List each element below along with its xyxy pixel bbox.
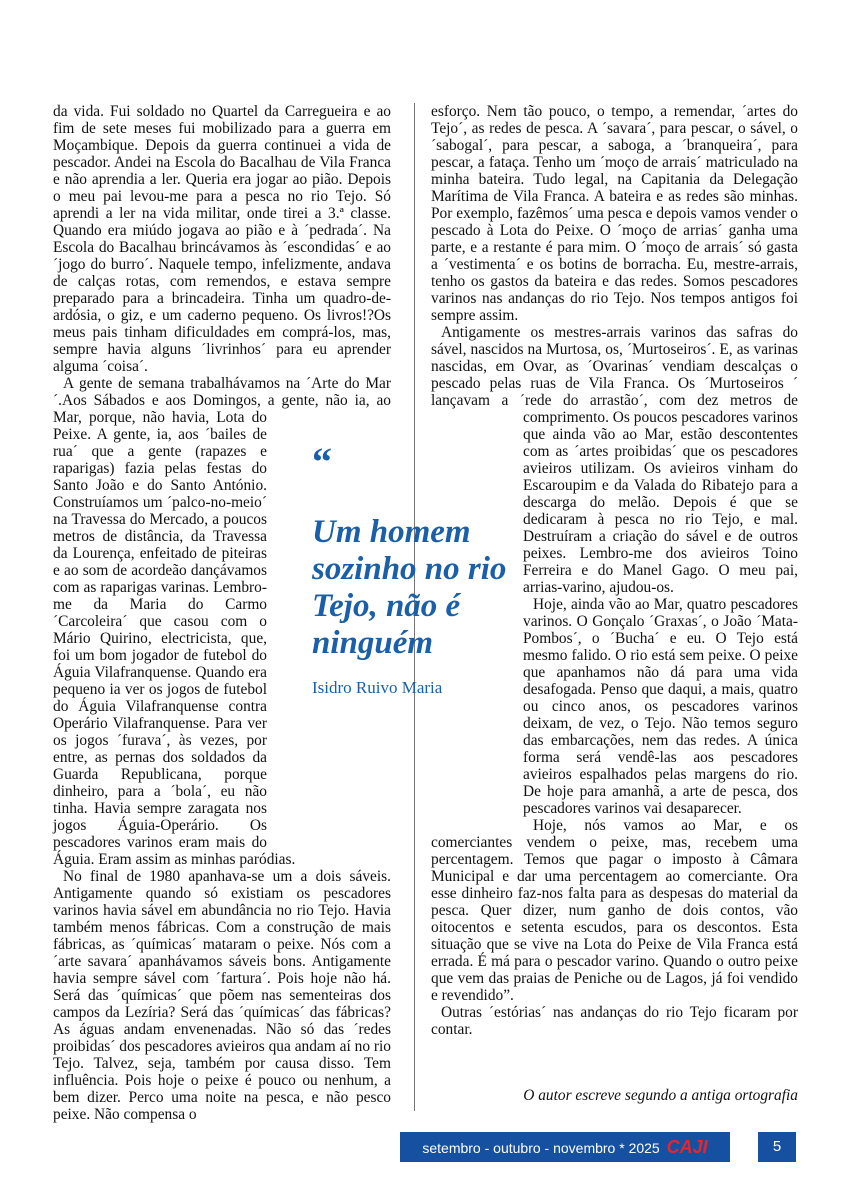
pull-quote — [312, 439, 512, 698]
paragraph: Hoje, nós vamos ao Mar, e os comerciantes vendem o peixe, mas, recebem uma percentagem. Temos que pagar o imposto à Câmara Municipal e dar uma percentagem ao comerciante. Ora esse dinheiro faz-nos falta para as despesas do material da pesca. Quer dizer, num ganho de dois contos, vão oitocentos e setenta escudos, para os descontos. Esta situação que se vive na Lota do Peixe de Vila Franca está errada. É má para o pescador varino. Quando o outro peixe que vem das praias de Peniche ou de Lagos, já foi vendido e revendido”. — [431, 817, 798, 1004]
brand-logo: CAJI — [666, 1137, 708, 1157]
paragraph: esforço. Nem tão pouco, o tempo, a remendar, ´artes do Tejo´, as redes de pesca. A ´savara´, para pescar, o sável, o ´sabogal´, para pescar, a saboga, a ´branqueira´, para pescar, a fataça. Tenho um ´moço de arrais´ matriculado na minha bateira. Tudo legal, na Capitania da Delegação Marítima de Vila Franca. A bateira e as redes são minhas. Por exemplo, fazêmos´ uma pesca e depois vamos vender o pescado à Lota do Peixe. O ´moço de arrias´ ganha uma parte, e a restante é para mim. O ´moço de arrais´ só gasta a ´vestimenta´ e os botins de borracha. Eu, mestre-arrais, tenho os gastos da bateira e das redes. Somos pescadores varinos nas andanças do rio Tejo. Nos tempos antigos foi sempre assim. — [431, 103, 798, 324]
paragraph: A gente de semana trabalhávamos na ´Arte do Mar´.Aos Sábados e aos Domingos, a gente, não ia, ao Mar, porque, não havia, Lota do Peixe. A gente, ia, aos ´bailes de rua´ que a gente (rapazes e raparigas) fazia pelas festas do Santo João e do Santo António. Construíamos um ´palco-no-meio´ na Travessa do Mercado, a poucos metros de distância, da Travessa da Lourença, enfeitado de piteiras e ao som de acordeão dançávamos com as raparigas varinas. Lembro-me da Maria do Carmo ´Carcoleira´ que casou com o Mário Quirino, electricista, que, foi um bom jogador de futebol do Águia Vilafranquense. Quando era pequeno ia ver os jogos de futebol do Águia Vilafranquense contra Operário Vilafranquense. Para ver os jogos ´furava´, às vezes, por entre, as pernas dos soldados da Guarda Republicana, porque dinheiro, para a ´bola´, eu não tinha. Havia sempre zaragata nos jogos Águia-Operário. Os pescadores varinos eram mais do Águia. Eram assim as minhas paródias. — [53, 375, 391, 868]
paragraph: Outras ´estórias´ nas andanças do rio Tejo ficaram por contar. — [431, 1004, 798, 1038]
page-number: 5 — [758, 1132, 796, 1162]
quote-mark-icon: “ — [312, 439, 332, 484]
pull-quote-author: Isidro Ruivo Maria — [312, 678, 443, 697]
paragraph: da vida. Fui soldado no Quartel da Carregueira e ao fim de sete meses fui mobilizado para a guerra em Moçambique. Depois da guerra continuei a vida de pescador. Andei na Escola do Bacalhau de Vila Franca e não aprendia a ler. Queria era jogar ao pião. Depois o meu pai levou-me para a pesca no rio Tejo. Só aprendi a ler na vida militar, onde tirei a 3.ª classe. Quando era miúdo jogava ao pião e à ´pedrada´. Na Escola do Bacalhau brincávamos às ´escondidas´ e ao ´jogo do burro´. Naquele tempo, infelizmente, andava de calças rotas, com remendos, e estava sempre preparado para a brincadeira. Tinha um quadro-de-ardósia, o giz, e um caderno pequeno. Os livros!?Os meus pais tinham dificuldades em comprá-los, mas, sempre havia alguns ´livrinhos´ para eu aprender alguma ´coisa´. — [53, 103, 391, 375]
paragraph: Hoje, ainda vão ao Mar, quatro pescadores varinos. O Gonçalo ´Graxas´, o João ´Mata-Pombos´, o ´Bucha´ e eu. O Tejo está mesmo falido. O rio está sem peixe. O peixe que apanhamos não dá para uma vida desafogada. Penso que daqui, a mais, quatro ou cinco anos, os pescadores varinos deixam, de vez, o Tejo. Não temos seguro das embarcações, nem das redes. A única forma será vendê-las aos pescadores avieiros espalhados pelas margens do rio. De hoje para amanhã, a arte de pesca, dos pescadores varinos vai desaparecer. — [523, 596, 798, 817]
paragraph: Antigamente os mestres-arrais varinos das safras do sável, nascidos na Murtosa, os, ´Murtoseiros´. E, as varinas nascidas, em Ovar, as ´Ovarinas´ vendiam descalças o pescado pelas ruas de Vila Franca. Os ´Murtoseiros ´ lançavam a ´rede do arrastão´, com dez metros de comprimento. Os poucos pescadores varinos que ainda vão ao Mar, estão descontentes com as ´artes proibidas´ que os pescadores avieiros utilizam. Os avieiros vinham do Escaroupim e da Valada do Ribatejo para a descarga do melão. Depois é que se dedicaram à pesca no rio Tejo, e mal. Destruíram a criação do sável e de outros peixes. Lembro-me dos avieiros Toino Ferreira e do Manel Gago. O meu pai, arrias-varino, ajudou-os. — [431, 324, 798, 596]
pull-quote-text: Um homem sozinho no rio Tejo, não é ninguém — [312, 514, 507, 661]
issue-date: setembro - outubro - novembro * 2025 — [422, 1140, 660, 1156]
footer-issue-bar — [400, 1132, 730, 1162]
orthography-note: O autor escreve segundo a antiga ortografia — [523, 1087, 798, 1104]
paragraph: No final de 1980 apanhava-se um a dois sáveis. Antigamente quando só existiam os pescadores varinos havia sável em abundância no rio Tejo. Havia também menos fábricas. Com a construção de mais fábricas, as ´químicas´ mataram o peixe. Nós com a ´arte savara´ apanhávamos sáveis bons. Antigamente havia sempre sável com ´fartura´. Pois hoje não há. Será das ´químicas´ que põem nas sementeiras dos campos da Lezíria? Será das ´químicas´ das fábricas? As águas andam envenenadas. Não só das ´redes proibidas´ dos pescadores avieiros qua andam aí no rio Tejo. Talvez, seja, também por causa disso. Tem influência. Pois hoje o peixe é pouco ou nenhum, a bem dizer. Perco uma noite na pesca, e não pesco peixe. Não compensa o — [53, 868, 391, 1123]
